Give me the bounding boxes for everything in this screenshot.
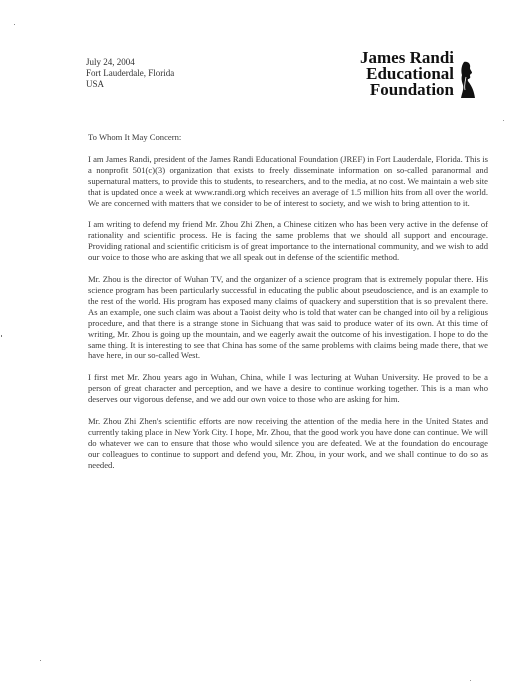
logo-wordmark [360, 50, 454, 98]
letter-city: Fort Lauderdale, Florida [86, 68, 175, 78]
logo-line-3: Foundation [369, 80, 454, 99]
letter-date: July 24, 2004 [86, 57, 135, 67]
letter-body [88, 132, 488, 482]
letter-salutation: To Whom It May Concern: [88, 132, 182, 142]
date-location-block [86, 57, 174, 90]
letter-paragraph-5: Mr. Zhou Zhi Zhen's scientific efforts are now receiving the attention of the media here in the United States and currently taking place in New York City. I hope, Mr. Zhou, that the good work you have done can continue. We will do whatever we can to ensure that those who would silence you are defeated. We at the foundation do encourage our colleagues to continue to support and defend you, Mr. Zhou, in your work, and we shall continue to do so as needed. [88, 416, 488, 470]
logo-line-2: Educational [366, 64, 454, 83]
letter-country: USA [86, 79, 105, 89]
letter-paragraph-1: I am James Randi, president of the James Randi Educational Foundation (JREF) in Fort Lauderdale, Florida. This is a nonprofit 501(c)(3) organization that exists to freely disseminate information on so-called paranormal and supernatural matters, to provide this to students, to researchers, and to the media, at no cost. We maintain a web site that is updated once a week at www.randi.org which receives an average of 1.5 million hits from all over the world. We are concerned with matters that we consider to be of interest to society, and we wish to bring attention to it. [88, 153, 488, 208]
letter-paragraph-4: I first met Mr. Zhou years ago in Wuhan, China, while I was lecturing at Wuhan University. He proved to be a person of great character and perception, and we have a desire to continue working together. This is a man who deserves our vigorous defense, and we add our own voice to those who are asking for him. [88, 372, 488, 405]
logo-line-1: James Randi [360, 48, 454, 67]
letter-paragraph-3: Mr. Zhou is the director of Wuhan TV, and the organizer of a science program that is extremely popular there. His science program has been particularly successful in educating the public about pseudoscience, and is an example to the rest of the world. His program has exposed many claims of quackery and superstition that is so prevalent there. As an example, one such claim was about a Taoist deity who is told that water can be changed into oil by a religious procedure, and that there is a strange stone in Sichuang that was said to produce water of its own. At this time of writing, Mr. Zhou is going up the mountain, and we eagerly await the outcome of his investigation. I hope to do the same thing. It is interesting to see that China has some of the same problems with claims being made there, that we have here, in our so-called West. [88, 274, 488, 361]
randi-silhouette-icon [458, 60, 476, 100]
letter-paragraph-2: I am writing to defend my friend Mr. Zhou Zhi Zhen, a Chinese citizen who has been very active in the defense of rationality and scientific process. He is facing the same problems that we should all support and encourage. Providing rational and scientific criticism is of great importance to the international community, and we wish to add our voice to those who are asking that we all speak out in defense of the scientific method. [88, 219, 488, 263]
jref-logo [326, 50, 476, 106]
